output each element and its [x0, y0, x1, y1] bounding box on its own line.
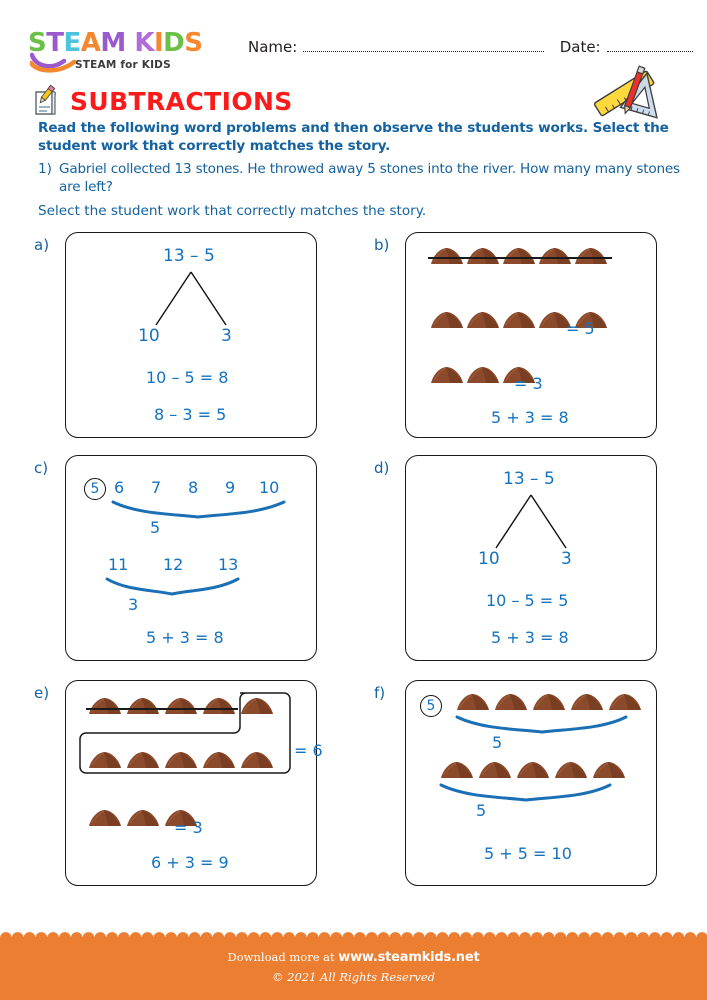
option-c-row2-brace-label: 3: [128, 595, 139, 614]
footer-copyright: © 2021 All Rights Reserved: [271, 970, 435, 984]
option-f-line-1: 5 + 5 = 10: [484, 844, 572, 863]
stone-icon: [430, 311, 464, 329]
stone-icon: [430, 247, 464, 265]
date-input-line[interactable]: [607, 50, 693, 52]
stone-icon: [538, 247, 572, 265]
logo-letter: [126, 30, 135, 56]
stone-icon: [516, 761, 550, 779]
footer-download-prefix: Download more at: [227, 950, 335, 964]
stone-icon: [502, 311, 536, 329]
stone-icon: [456, 693, 490, 711]
option-a-top-expression: 13 – 5: [163, 246, 215, 266]
footer-site-link[interactable]: www.steamkids.net: [338, 950, 480, 965]
option-c-row1-brace-label: 5: [150, 518, 161, 537]
counting-number: 13: [218, 555, 239, 574]
logo-letter: S: [184, 28, 203, 58]
option-d-label: d): [374, 459, 390, 477]
counting-number: 7: [151, 478, 162, 497]
option-b-row2-result: = 5: [566, 319, 595, 338]
counting-number: 9: [225, 478, 236, 497]
option-b-label: b): [374, 236, 390, 254]
counting-number: 8: [188, 478, 199, 497]
stone-icon: [532, 693, 566, 711]
option-f-row1-brace-label: 5: [492, 733, 503, 752]
option-d-box[interactable]: [405, 455, 657, 661]
instructions-block: [38, 120, 683, 219]
option-a-line-2: 8 – 3 = 5: [154, 405, 227, 424]
stone-icon: [430, 366, 464, 384]
logo-swoosh-icon: [30, 51, 78, 73]
option-a[interactable]: [36, 232, 291, 442]
stone-icon: [478, 761, 512, 779]
option-a-label: a): [34, 236, 50, 254]
option-e[interactable]: [34, 680, 323, 890]
stone-icon: [466, 311, 500, 329]
stone-icon: [554, 761, 588, 779]
option-a-right-branch: 3: [221, 326, 232, 346]
stone-icon: [608, 693, 642, 711]
question-number: 1): [38, 161, 52, 177]
option-f-row2-brace-label: 5: [476, 801, 487, 820]
date-label: Date:: [559, 38, 601, 56]
worksheet-title-row: [30, 80, 293, 122]
option-e-box[interactable]: [65, 680, 323, 886]
name-date-row: [248, 38, 693, 62]
option-c-circled-number: 5: [84, 478, 106, 500]
option-e-line-1: 6 + 3 = 9: [151, 853, 229, 872]
sub-instruction-text: Select the student work that correctly matches the story.: [38, 203, 427, 219]
question-text: Gabriel collected 13 stones. He throwed away 5 stones into the river. How many many stones are left?: [59, 161, 680, 195]
footer-download-line: [0, 950, 707, 965]
logo-letter: D: [163, 28, 185, 58]
option-e-label: e): [34, 684, 50, 702]
steam-kids-logo: [28, 30, 208, 76]
logo-letter: I: [153, 28, 164, 58]
page-title: SUBTRACTIONS: [70, 86, 293, 116]
option-a-line-1: 10 – 5 = 8: [146, 368, 229, 387]
logo-letter: E: [63, 28, 81, 58]
page-footer: [0, 938, 707, 1000]
option-c-row1-brace: [110, 498, 290, 520]
counting-number: 10: [259, 478, 280, 497]
option-f[interactable]: [376, 680, 631, 890]
option-b[interactable]: [376, 232, 631, 442]
logo-tagline: STEAM for KIDS: [75, 59, 171, 71]
question-row: [38, 161, 683, 196]
logo-letter: M: [100, 28, 126, 58]
option-f-box[interactable]: [405, 680, 657, 886]
option-f-circled-number: 5: [420, 695, 442, 717]
option-d[interactable]: [376, 455, 631, 665]
option-f-row2-brace: [438, 781, 616, 803]
option-b-row3-result: = 3: [514, 374, 543, 393]
counting-number: 6: [114, 478, 125, 497]
counting-number: 11: [108, 555, 129, 574]
footer-scallop-edge: [0, 929, 707, 941]
option-c-box[interactable]: [65, 455, 317, 661]
option-c-label: c): [34, 459, 49, 477]
stone-icon: [570, 693, 604, 711]
option-d-right-branch: 3: [561, 549, 572, 569]
option-c[interactable]: [36, 455, 291, 665]
logo-letter: S: [28, 28, 47, 58]
stone-icon: [574, 247, 608, 265]
option-e-row3-result: = 3: [174, 818, 203, 837]
intro-text: Read the following word problems and then observe the students works. Select the student work that correctly matches the story.: [38, 120, 669, 154]
logo-letter: T: [46, 28, 64, 58]
option-c-row2-brace: [104, 575, 244, 597]
stone-icon: [466, 366, 500, 384]
option-f-label: f): [374, 684, 386, 702]
option-e-group-result: = 6: [294, 741, 323, 760]
stone-icon: [466, 247, 500, 265]
counting-number: 12: [163, 555, 184, 574]
option-d-line-2: 5 + 3 = 8: [491, 628, 569, 647]
stone-icon: [592, 761, 626, 779]
option-d-top-expression: 13 – 5: [503, 469, 555, 489]
stone-icon: [502, 247, 536, 265]
stone-icon: [440, 761, 474, 779]
option-f-row1-brace: [454, 713, 632, 735]
option-b-box[interactable]: [405, 232, 657, 438]
option-a-left-branch: 10: [138, 326, 160, 346]
name-label: Name:: [248, 38, 298, 56]
notepad-pencil-icon: [30, 84, 60, 118]
option-a-box[interactable]: [65, 232, 317, 438]
logo-letter: A: [80, 28, 101, 58]
ruler-pencil-triangle-icon: [588, 62, 688, 124]
strikethrough-line: [428, 257, 612, 259]
option-c-line-1: 5 + 3 = 8: [146, 628, 224, 647]
stone-icon: [494, 693, 528, 711]
option-d-line-1: 10 – 5 = 5: [486, 591, 569, 610]
logo-letter: K: [134, 28, 154, 58]
name-input-line[interactable]: [303, 50, 543, 52]
option-d-left-branch: 10: [478, 549, 500, 569]
option-b-line-1: 5 + 3 = 8: [491, 408, 569, 427]
